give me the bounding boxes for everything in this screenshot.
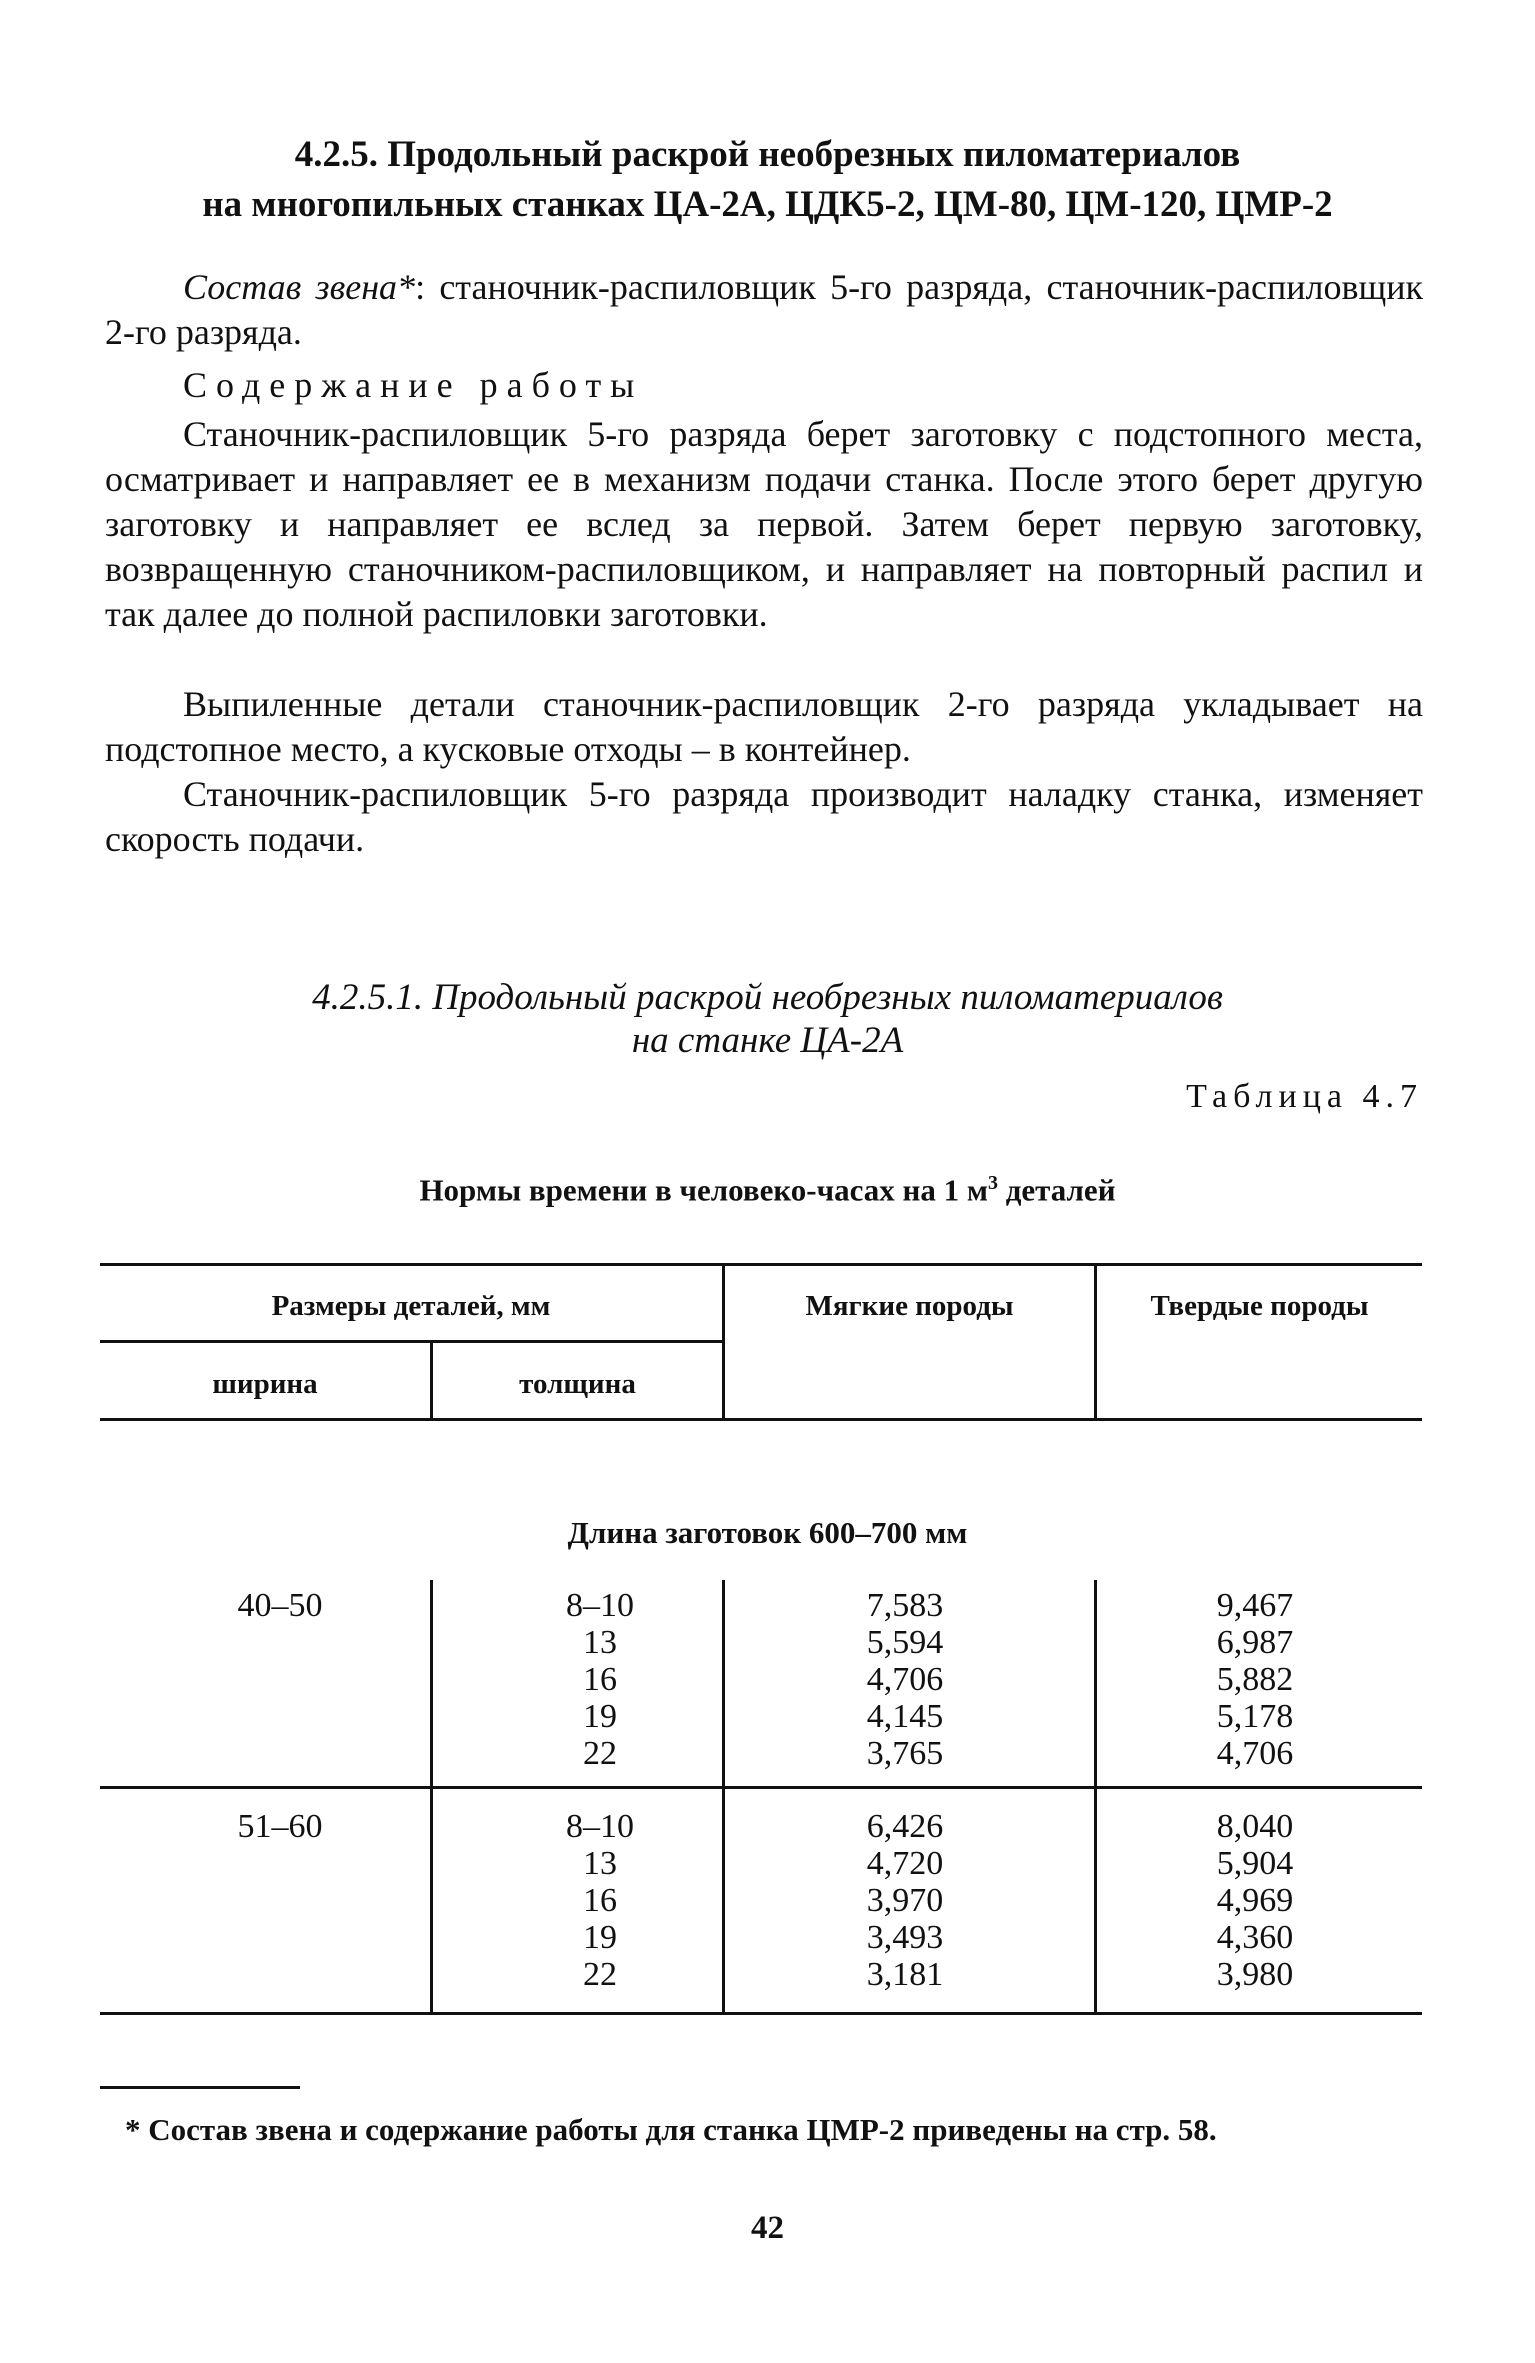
soft-value: 4,720 (866, 1845, 944, 1882)
thickness-value: 16 (583, 1661, 617, 1698)
section-heading-line1: 4.2.5. Продольный раскрой необрезных пиломатериалов (294, 134, 1241, 175)
subsection-heading-line1: 4.2.5.1. Продольный раскрой необрезных пиломатериалов (312, 977, 1223, 1018)
hard-column (1200, 1808, 1310, 1993)
soft-column (850, 1587, 960, 1772)
hard-value: 4,706 (1216, 1735, 1294, 1772)
header-sizes: Размеры деталей, мм (271, 1290, 551, 1322)
hard-value: 6,987 (1216, 1624, 1294, 1661)
hard-value: 5,178 (1216, 1698, 1294, 1735)
thickness-value: 13 (583, 1624, 617, 1661)
group-separator-rule (100, 1786, 1422, 1789)
header-divider-hard (1094, 1263, 1097, 1420)
thickness-value: 8–10 (566, 1587, 634, 1624)
hard-value: 5,904 (1216, 1845, 1294, 1882)
table-row (225, 1808, 335, 1845)
table-caption-tail: деталей (997, 1172, 1116, 1208)
page-number: 42 (751, 2210, 784, 2246)
soft-value: 6,426 (866, 1808, 944, 1845)
soft-value: 3,181 (866, 1956, 944, 1993)
table-caption-sup: 3 (987, 1172, 998, 1194)
soft-value: 4,706 (866, 1661, 944, 1698)
soft-column (850, 1808, 960, 1993)
soft-value: 7,583 (866, 1587, 944, 1624)
table-number: Таблица 4.7 (1186, 1078, 1423, 1115)
hard-value: 4,969 (1216, 1882, 1294, 1919)
hard-value: 4,360 (1216, 1919, 1294, 1956)
soft-value: 3,493 (866, 1919, 944, 1956)
header-soft: Мягкие породы (805, 1290, 1014, 1322)
thickness-value: 13 (583, 1845, 617, 1882)
crew-paragraph (105, 265, 1423, 355)
work-paragraph-1 (105, 412, 1423, 637)
header-bottom-rule (100, 1418, 1422, 1421)
width-value: 51–60 (237, 1808, 323, 1845)
thickness-column (545, 1808, 655, 1993)
width-value: 40–50 (237, 1587, 323, 1624)
thickness-value: 22 (583, 1956, 617, 1993)
table-bottom-rule (100, 2012, 1422, 2015)
table-row (225, 1587, 335, 1624)
section-heading-line2: на многопильных станках ЦА-2А, ЦДК5-2, ЦМ-80, ЦМ-120, ЦМР-2 (202, 184, 1333, 225)
soft-value: 5,594 (866, 1624, 944, 1661)
work-content-title: Содержание работы (183, 365, 644, 405)
footnote: * Состав звена и содержание работы для станка ЦМР-2 приведены на стр. 58. (125, 2112, 1217, 2147)
hard-value: 5,882 (1216, 1661, 1294, 1698)
work-paragraph-1-text: Станочник-распиловщик 5-го разряда берет заготовку с подстопного места, осматривает и направляет ее в механизм подачи станка. После этого берет другую заготовку и направляет ее вслед за первой. Затем берет первую заготовку, возвращенную станочником-распиловщиком, и направляет на повторный распил и так далее до полной распиловки заготовки. (105, 414, 1423, 634)
header-hard: Твердые породы (1150, 1290, 1369, 1322)
thickness-value: 8–10 (566, 1808, 634, 1845)
header-width: ширина (212, 1368, 318, 1400)
table-caption (0, 1172, 1535, 1208)
work-paragraph-3-text: Станочник-распиловщик 5-го разряда производит наладку станка, изменяет скорость подачи. (105, 774, 1423, 859)
work-paragraph-3 (105, 772, 1423, 862)
work-paragraph-2 (105, 682, 1423, 772)
work-paragraph-2-text: Выпиленные детали станочник-распиловщик 2-го разряда укладывает на подстопное место, а кусковые отходы – в контейнер. (105, 684, 1423, 769)
header-mid-rule (100, 1340, 722, 1343)
body-divider-soft (722, 1580, 725, 2015)
subsection-heading-line2: на станке ЦА-2А (631, 1020, 904, 1061)
hard-value: 8,040 (1216, 1808, 1294, 1845)
thickness-value: 16 (583, 1882, 617, 1919)
body-divider-hard (1094, 1580, 1097, 2015)
soft-value: 3,970 (866, 1882, 944, 1919)
header-divider-soft (722, 1263, 725, 1420)
hard-value: 9,467 (1216, 1587, 1294, 1624)
thickness-column (545, 1587, 655, 1772)
thickness-value: 19 (583, 1698, 617, 1735)
table-top-rule (100, 1263, 1422, 1266)
thickness-value: 22 (583, 1735, 617, 1772)
header-thickness: толщина (519, 1368, 636, 1400)
hard-value: 3,980 (1216, 1956, 1294, 1993)
length-section-label: Длина заготовок 600–700 мм (567, 1515, 968, 1550)
table-caption-text: Нормы времени в человеко-часах на 1 м (419, 1172, 988, 1208)
hard-column (1200, 1587, 1310, 1772)
footnote-rule (100, 2086, 300, 2089)
thickness-value: 19 (583, 1919, 617, 1956)
soft-value: 4,145 (866, 1698, 944, 1735)
crew-label: Состав звена* (183, 267, 416, 307)
crew-text: : станочник-распиловщик 5-го разряда, станочник-распиловщик 2-го разряда. (105, 267, 1423, 352)
body-divider-width (430, 1580, 433, 2015)
soft-value: 3,765 (866, 1735, 944, 1772)
